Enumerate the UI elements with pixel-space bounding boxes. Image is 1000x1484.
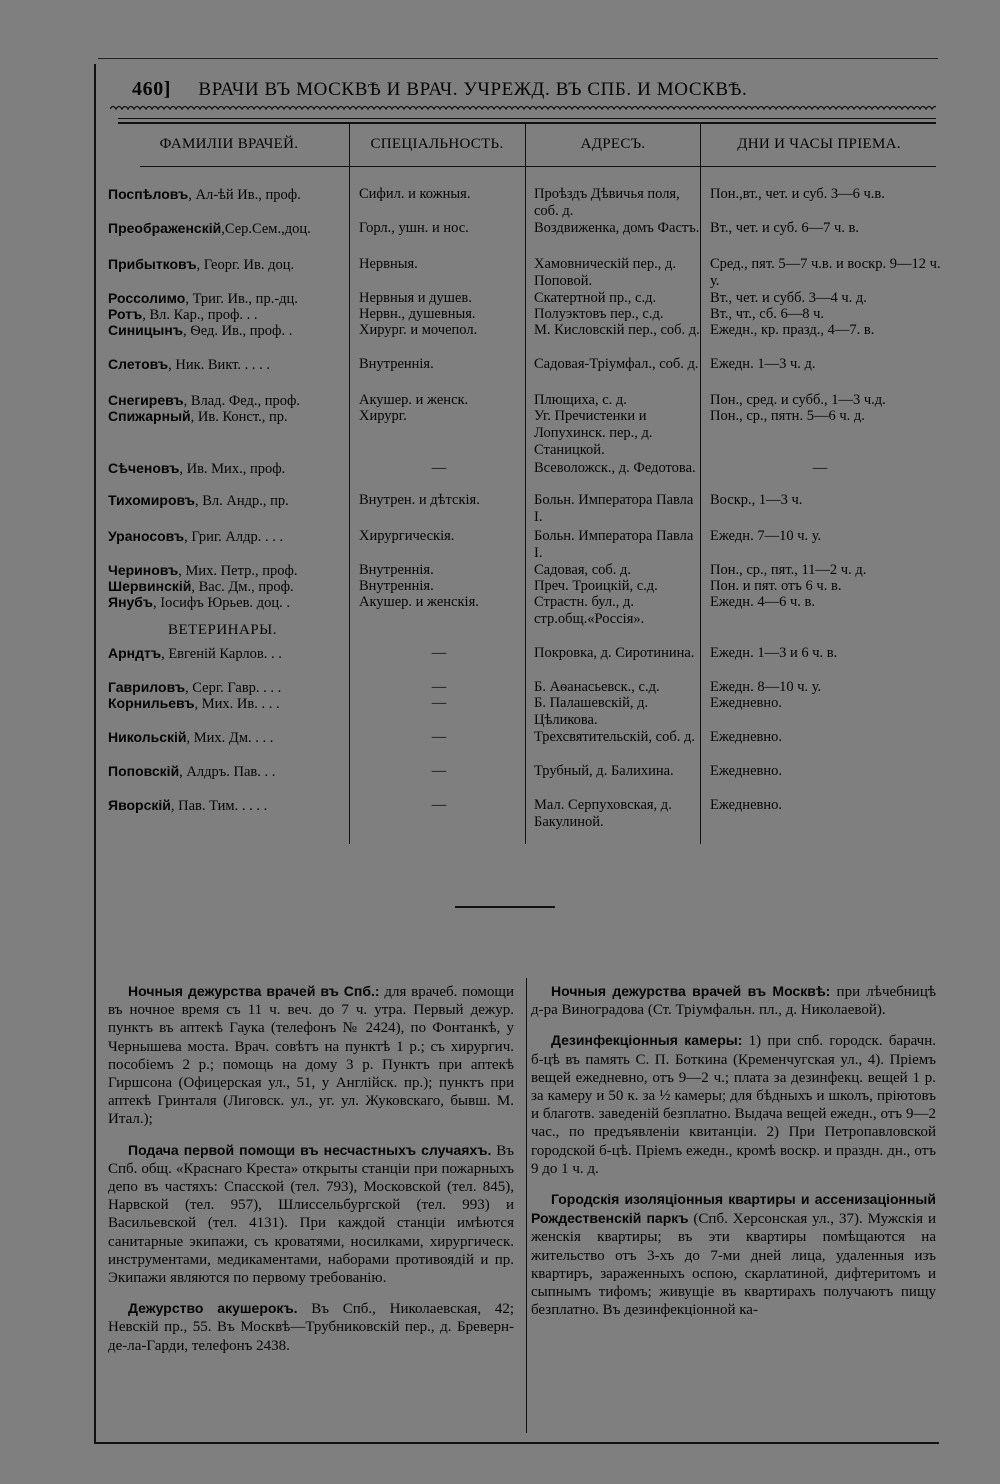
reception-hours: Сред., пят. 5—7 ч.в. и воскр. 9—12 ч. у.: [710, 256, 941, 289]
specialty: Хирургическія.: [359, 528, 455, 544]
given-names-title: , Ник. Викт. . . . .: [168, 357, 271, 373]
paragraph-heading: Ночныя дежурства врачей въ Москвѣ:: [551, 983, 831, 999]
given-names-title: ,Сер.Сем.,доц.: [221, 221, 311, 237]
reception-hours: Ежедн. 4—6 ч. в.: [710, 594, 815, 610]
surname: Ротъ: [108, 306, 143, 322]
surname: Прибытковъ: [108, 256, 197, 272]
paragraph-heading: Дежурство акушерокъ.: [128, 1300, 298, 1317]
doctor-name: [108, 408, 348, 426]
doctor-name: [108, 645, 348, 663]
reception-hours: Вт., чет. и субб. 3—4 ч. д.: [710, 290, 867, 306]
surname: Янубъ: [108, 594, 153, 610]
reception-hours: Пон. и пят. отъ 6 ч. в.: [710, 578, 842, 594]
address: Скатертной пр., с.д.: [534, 290, 657, 306]
specialty: —: [431, 679, 447, 695]
paragraph-text: при лѣчебницѣ д-ра Виноградова (Ст. Тріумфальн. пл., д. Николаевой).: [531, 984, 936, 1019]
given-names-title: , Вас. Дм., проф.: [191, 579, 294, 595]
column-divider-3: [700, 124, 701, 844]
paragraph-text: 1) при спб. городск. барачн. б-цѣ въ память С. П. Боткина (Кременчугская ул., 4). Пріемъ вещей ежедневно, отъ 9—2 ч.; плата за дезинфекц. вещей 1 р. за камеру и 50 к. за ½ камеры; для бѣдныхъ и школъ, пріютовъ и благотв. заведеній безплатно. Выдача вещей ежедн., отъ 9—2 час., по предъявленіи квитанціи. 2) При Петропавловской городской б-цѣ. Пріемъ ежедн., кромѣ воскр. и праздн. дн., отъ 9 до 1 ч. д.: [531, 1033, 936, 1177]
specialty: Акушер. и женскія.: [359, 594, 479, 610]
reception-hours: Пон.,вт., чет. и суб. 3—6 ч.в.: [710, 186, 885, 202]
doctor-name: [108, 763, 348, 781]
doctor-name: [108, 322, 348, 340]
given-names-title: , Алдръ. Пав. . .: [179, 764, 276, 780]
reception-hours: Ежедн. 1—3 ч. д.: [710, 356, 816, 372]
reception-hours: Ежедневно.: [710, 695, 782, 711]
given-names-title: , Вл. Кар., проф. . .: [142, 307, 258, 323]
surname: Чериновъ: [108, 562, 179, 578]
address: Хамовническій пер., д. Поповой.: [534, 256, 677, 289]
reception-hours: Пон., ср., пятн. 5—6 ч. д.: [710, 408, 865, 424]
doctor-name: [108, 797, 348, 815]
surname: Арндтъ: [108, 645, 162, 661]
given-names-title: , Григ. Алдр. . . .: [184, 529, 284, 545]
address: Больн. Императора Павла I.: [534, 492, 694, 525]
address: Больн. Императора Павла I.: [534, 528, 694, 561]
specialty: —: [431, 460, 447, 476]
doctor-name: [108, 186, 348, 204]
doctor-name: [108, 695, 348, 713]
specialty: —: [431, 695, 447, 711]
reception-hours: Ежедн. 8—10 ч. у.: [710, 679, 822, 695]
doctor-name: [108, 492, 348, 510]
specialty: Внутреннія.: [359, 356, 434, 372]
paragraph-heading: Подача первой помощи въ несчастныхъ случаяхъ.: [128, 1141, 492, 1158]
reception-hours: Воскр., 1—3 ч.: [710, 492, 803, 508]
address: Б. Аѳанасьевск., с.д.: [534, 679, 660, 695]
address: М. Кисловскій пер., соб. д.: [534, 322, 700, 338]
address: Плющиха, с. д.: [534, 392, 627, 408]
specialty: —: [431, 797, 447, 813]
double-rule-top: [118, 118, 936, 119]
page-title: ВРАЧИ ВЪ МОСКВѢ И ВРАЧ. УЧРЕЖД. ВЪ СПБ. И МОСКВѢ.: [198, 79, 748, 100]
surname: Снегиревъ: [108, 392, 184, 408]
doctor-name: [108, 256, 348, 274]
doctor-name: [108, 528, 348, 546]
paragraph: [531, 1190, 936, 1319]
paragraph-heading: Ночныя дежурства врачей въ Спб.:: [128, 983, 380, 999]
specialty: —: [431, 729, 447, 745]
paragraph-heading: Городскія изоляціонныя квартиры и ассенизаціонный Рождественскій паркъ: [531, 1191, 936, 1227]
paragraph-text: (Спб. Херсонская ул., 37). Мужскія и женскія квартиры; въ эти квартиры помѣщаются на жительство отъ 3-хъ до 7-ми дней лица, удаленныя изъ квартиръ, зараженныхъ оспою, скарлатиной, дифтеритомъ и сыпнымъ тифомъ; живущіе въ квартирахъ получаютъ пищу безплатно. Въ дезинфекціонной ка-: [531, 1211, 936, 1319]
surname: Сѣченовъ: [108, 460, 180, 476]
page-frame-bottom: [94, 1442, 939, 1444]
paragraph-text: для врачеб. помощи въ ночное время съ 11 ч. веч. до 7 ч. утра. Первый дежур. пунктъ въ аптекѣ Гаука (телефонъ № 2424), по Фонтанкѣ, у Чернышева моста. Врач. совѣтъ на пунктѣ 1 р.; съ хирургич. пособіемъ 2 р.; помощь на дому 3 р. Пунктъ при аптекѣ Гиршсона (Офицерская ул., 51, у Англійск. пр.); пунктъ при аптекѣ Гринталя (Лиговск. ул., уг. ул. Жуковскаго, бывш. М. Итал.);: [108, 984, 514, 1128]
reception-hours: Пон., сред. и субб., 1—3 ч.д.: [710, 392, 886, 408]
surname: Поспѣловъ: [108, 186, 189, 202]
wavy-rule: [110, 102, 936, 116]
address: Всеволожск., д. Федотова.: [534, 460, 696, 476]
notes-left-column: [108, 982, 514, 1367]
doctor-name: [108, 594, 348, 612]
specialty: Нервныя и душев.: [359, 290, 472, 306]
reception-hours: Ежедн., кр. празд., 4—7. в.: [710, 322, 875, 338]
paragraph: [108, 1141, 514, 1288]
given-names-title: , Іосифъ Юрьев. доц. .: [152, 595, 290, 611]
given-names-title: , Ив. Мих., проф.: [179, 461, 286, 477]
notes-right-column: [531, 982, 936, 1331]
given-names-title: , Ив. Конст., пр.: [190, 409, 288, 425]
address: Преч. Троицкій, с.д.: [534, 578, 658, 594]
column-header-names: ФАМИЛІИ ВРАЧЕЙ.: [159, 136, 299, 152]
given-names-title: , Ѳед. Ив., проф. .: [183, 323, 293, 339]
given-names-title: , Влад. Фед., проф.: [183, 393, 301, 409]
paragraph-heading: Дезинфекціонныя камеры:: [551, 1032, 743, 1049]
doctor-name: [108, 460, 348, 478]
given-names-title: , Триг. Ив., пр.-дц.: [185, 291, 298, 307]
reception-hours: Вт., чет. и суб. 6—7 ч. в.: [710, 220, 859, 236]
surname: Слетовъ: [108, 356, 169, 372]
given-names-title: , Георг. Ив. доц.: [196, 257, 295, 273]
paragraph: [531, 1031, 936, 1178]
paragraph: [108, 1299, 514, 1355]
surname: Яворскій: [108, 797, 171, 813]
given-names-title: , Ал-ѣй Ив., проф.: [188, 187, 301, 203]
paragraph: [108, 982, 514, 1129]
address: Полуэктовъ пер., с.д.: [534, 306, 664, 322]
surname: Синицынъ: [108, 322, 184, 338]
given-names-title: , Мих. Петр., проф.: [178, 563, 298, 579]
column-header-specialty: СПЕЦІАЛЬНОСТЬ.: [370, 136, 504, 152]
reception-hours: Ежедн. 7—10 ч. у.: [710, 528, 822, 544]
specialty: Горл., ушн. и нос.: [359, 220, 469, 236]
column-header-address: АДРЕСЪ.: [580, 136, 646, 152]
given-names-title: , Пав. Тим. . . . .: [170, 798, 268, 814]
given-names-title: , Мих. Дм. . . .: [186, 730, 274, 746]
specialty: —: [431, 645, 447, 661]
surname: Шервинскій: [108, 578, 192, 594]
paragraph: [531, 982, 936, 1019]
veterinarians-heading: ВЕТЕРИНАРЫ.: [168, 622, 278, 638]
specialty: Нервныя.: [359, 256, 418, 272]
surname: Россолимо: [108, 290, 186, 306]
reception-hours: Ежедн. 1—3 и 6 ч. в.: [710, 645, 838, 661]
address: Страстн. бул., д. стр.общ.«Россія».: [534, 594, 645, 627]
given-names-title: , Евгеній Карлов. . .: [161, 646, 282, 662]
address: Трубный, д. Балихина.: [534, 763, 674, 779]
section-separator: [455, 906, 555, 908]
given-names-title: , Вл. Андр., пр.: [194, 493, 289, 509]
surname: Корнильевъ: [108, 695, 195, 711]
specialty: Хирург.: [359, 408, 407, 424]
reception-hours: Ежедневно.: [710, 763, 782, 779]
specialty: Акушер. и женск.: [359, 392, 469, 408]
surname: Поповскій: [108, 763, 180, 779]
reception-hours: Ежедневно.: [710, 729, 782, 745]
given-names-title: , Мих. Ив. . . .: [194, 696, 280, 712]
paragraph-text: Въ Спб. общ. «Краснаго Креста» открыты станціи при пожарныхъ депо въ частяхъ: Спасской (тел. 793), Московской (тел. 845), Нарвской (тел. 957), Шлиссельбургской (тел. 993) и Васильевской (тел. 4131). При каждой станціи имѣются санитарные экипажи, съ кроватями, носилками, хирургическ. инструментами, медикаментами, наборами противоядій и пр. Экипажи являются по первому требованію.: [108, 1142, 515, 1287]
bottom-column-divider: [526, 978, 527, 1433]
surname: Ураносовъ: [108, 528, 185, 544]
given-names-title: , Серг. Гавр. . . .: [185, 680, 282, 696]
surname: Никольскій: [108, 729, 187, 745]
double-rule-bottom: [118, 122, 936, 124]
address: Покровка, д. Сиротинина.: [534, 645, 695, 661]
column-header-hours: ДНИ И ЧАСЫ ПРІЕМА.: [737, 136, 901, 152]
reception-hours: Вт., чт., сб. 6—8 ч.: [710, 306, 824, 322]
table-header-rule: [140, 166, 936, 167]
reception-hours: Пон., ср., пят., 11—2 ч. д.: [710, 562, 867, 578]
address: Проѣздъ Дѣвичья поля, соб. д.: [534, 186, 680, 219]
address: Воздвиженка, домъ Фастъ.: [534, 220, 700, 236]
address: Мал. Серпуховская, д. Бакулиной.: [534, 797, 672, 830]
specialty: Нервн., душевныя.: [359, 306, 476, 322]
address: Садовая, соб. д.: [534, 562, 632, 578]
paragraph-text: Въ Спб., Николаевская, 42; Невскій пр., 55. Въ Москвѣ—Трубниковскій пер., д. Бреверн-де-ла-Гарди, телефонъ 2438.: [108, 1301, 514, 1354]
specialty: —: [431, 763, 447, 779]
surname: Тихомировъ: [108, 492, 195, 508]
running-header: [132, 78, 932, 101]
page-frame-left: [94, 64, 96, 1444]
top-rule: [98, 58, 938, 59]
page-number: 460]: [132, 78, 172, 100]
reception-hours: —: [812, 460, 828, 476]
address: Трехсвятительскій, соб. д.: [534, 729, 695, 745]
specialty: Внутреннія.: [359, 562, 434, 578]
doctor-name: [108, 220, 348, 238]
doctor-name: [108, 356, 348, 374]
address: Садовая-Тріумфал., соб. д.: [534, 356, 699, 372]
surname: Гавриловъ: [108, 679, 186, 695]
doctor-name: [108, 729, 348, 747]
column-divider-1: [349, 124, 350, 844]
reception-hours: Ежедневно.: [710, 797, 782, 813]
surname: Преображенскій: [108, 220, 222, 236]
specialty: Хирург. и мочепол.: [359, 322, 478, 338]
specialty: Внутрен. и дѣтскія.: [359, 492, 480, 508]
specialty: Сифил. и кожныя.: [359, 186, 471, 202]
address: Б. Палашевскій, д. Цѣликова.: [534, 695, 649, 728]
surname: Спижарный: [108, 408, 191, 424]
specialty: Внутреннія.: [359, 578, 434, 594]
address: Уг. Пречистенки и Лопухинск. пер., д. Станицкой.: [534, 408, 653, 458]
